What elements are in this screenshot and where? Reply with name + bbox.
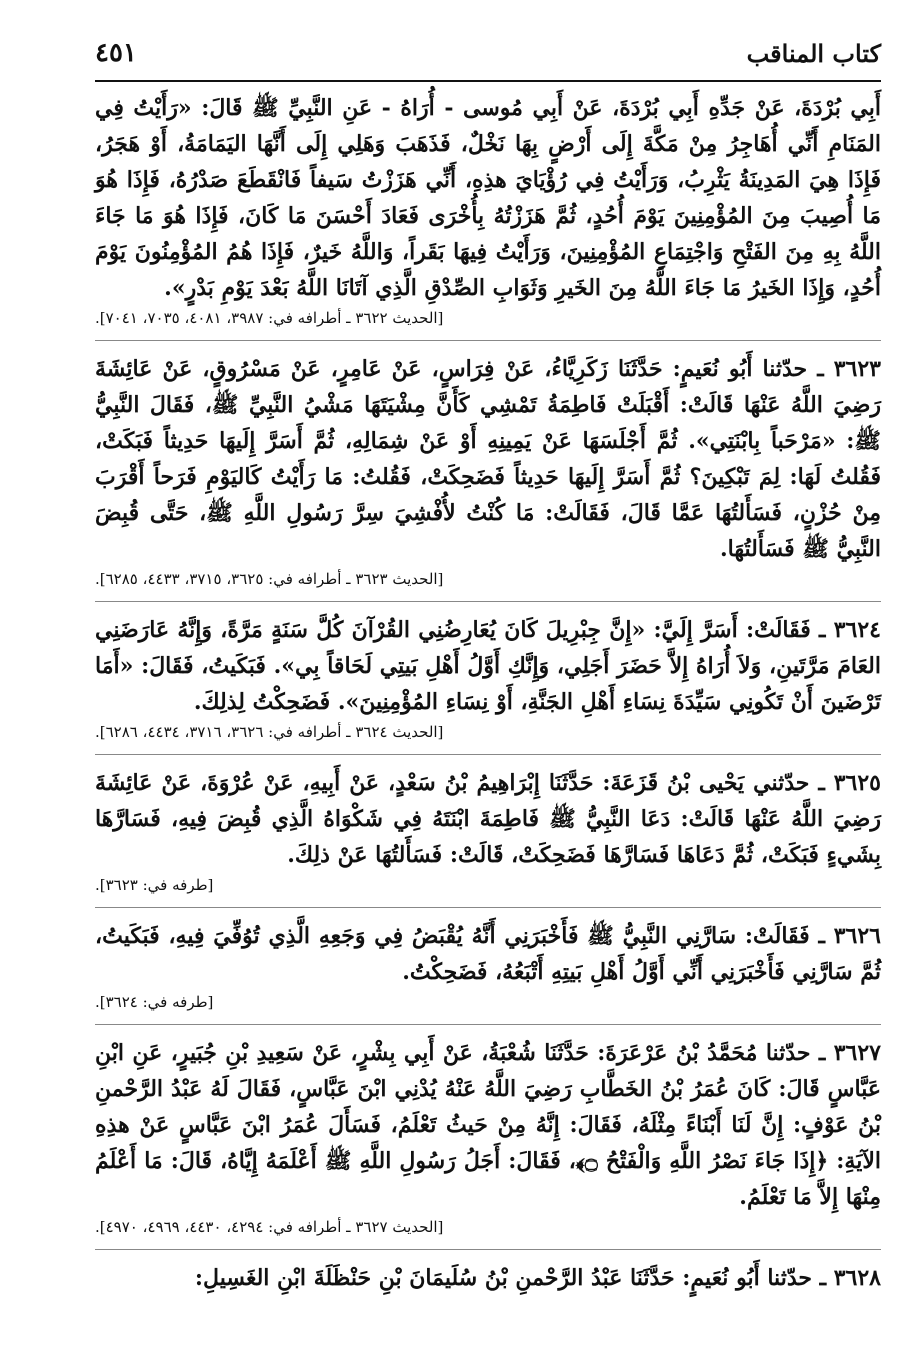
page-header (95, 30, 881, 76)
page-number: ٤٥١ (95, 38, 137, 68)
divider (95, 1024, 881, 1025)
hadith-block (95, 918, 881, 1014)
hadith-text: ٣٦٢٤ ـ فَقَالَتْ: أَسَرَّ إِلَيَّ: «إِنَّ جِبْرِيلَ كَانَ يُعَارِضُنِي القُرْآنَ كُلَّ سَنَةٍ مَرَّةً، وَإِنَّهُ عَارَضَنِي العَامَ مَرَّتَينِ، وَلاَ أُرَاهُ إِلاَّ حَضَرَ أَجَلِي، وَإِنَّكِ أَوَّلُ أَهْلِ بَيتِي لَحَاقاً بِي». فَبَكَيتُ، فَقَالَ: «أَمَا تَرْضَينَ أَنْ تَكُونِي سَيِّدَةَ نِسَاءِ أَهْلِ الجَنَّةِ، أَوْ نِسَاءِ المُؤْمِنِينَ». فَضَحِكْتُ لِذلِكَ. (95, 617, 881, 715)
hadith-text: ٣٦٢٧ ـ حدّثنا مُحَمَّدُ بْنُ عَرْعَرَةَ: حَدَّثَنَا شُعْبَةُ، عَنْ أَبِي بِشْرٍ، عَنْ سَعِيدِ بْنِ جُبَيرٍ، عَنِ ابْنِ عَبَّاسٍ قَالَ: كَانَ عُمَرُ بْنُ الخَطَّابِ رَضِيَ اللَّهُ عَنْهُ يُدْنِي ابْنَ عَبَّاسٍ، فَقَالَ لَهُ عَبْدُ الرَّحْمنِ بْنُ عَوْفٍ: إِنَّ لَنَا أَبْنَاءً مِثْلَهُ، فَقَالَ: إِنَّهُ مِنْ حَيثُ تَعْلَمُ، فَسَأَلَ عُمَرُ ابْنَ عَبَّاسٍ عَنْ هذِهِ الآيَةِ: ﴿إِذَا جَاءَ نَصْرُ اللَّهِ وَالْفَتْحُ ۝﴾، فَقَالَ: أَجَلُ رَسُولِ اللَّهِ ﷺ أَعْلَمَهُ إِيَّاهُ، قَالَ: مَا أَعْلَمُ مِنْهَا إِلاَّ مَا تَعْلَمُ. (95, 1040, 881, 1210)
hadith-block (95, 612, 881, 744)
page-body (95, 90, 881, 1306)
hadith-text: ٣٦٢٦ ـ فَقَالَتْ: سَارَّنِي النَّبِيُّ ﷺ فَأَخْبَرَنِي أَنَّهُ يُقْبَضُ فِي وَجَعِهِ الَّذِي تُوُفِّيَ فِيهِ، فَبَكَيتُ، ثُمَّ سَارَّنِي فَأَخْبَرَنِي أَنِّي أَوَّلُ أَهْلِ بَيتِهِ أَتْبَعُهُ، فَضَحِكْتُ. (95, 923, 881, 985)
hadith-block (95, 1260, 881, 1296)
hadith-reference: [طرفه في: ٣٦٢٣]. (95, 876, 214, 894)
hadith-block (95, 1035, 881, 1239)
hadith-reference: [الحديث ٣٦٢٤ ـ أطرافه في: ٣٦٢٦، ٣٧١٦، ٤٤٣٤، ٦٢٨٦]. (95, 723, 444, 741)
divider (95, 754, 881, 755)
hadith-block (95, 90, 881, 330)
hadith-text: ٣٦٢٥ ـ حدّثني يَحْيى بْنُ قَزَعَةَ: حَدَّثَنَا إِبْرَاهِيمُ بْنُ سَعْدٍ، عَنْ أَبِيهِ، عَنْ عُرْوَةَ، عَنْ عَائِشَةَ رَضِيَ اللَّهُ عَنْهَا قَالَتْ: دَعَا النَّبِيُّ ﷺ فَاطِمَةَ ابْنَتَهُ فِي شَكْوَاهُ الَّذِي قُبِضَ فِيهِ، فَسَارَّهَا بِشَيءٍ فَبَكَتْ، ثُمَّ دَعَاهَا فَسَارَّهَا فَضَحِكَتْ، قَالَتْ: فَسَأَلتُهَا عَنْ ذلِكَ. (95, 770, 881, 868)
hadith-reference: [طرفه في: ٣٦٢٤]. (95, 993, 214, 1011)
hadith-text: أَبِي بُرْدَةَ، عَنْ جَدِّهِ أَبِي بُرْدَةَ، عَنْ أَبِي مُوسى - أُرَاهُ - عَنِ النَّبِيِّ ﷺ قَالَ: «رَأَيْتُ فِي المَنَامِ أَنِّي أُهَاجِرُ مِنْ مَكَّةَ إِلَى أَرْضٍ بِهَا نَخْلٌ، فَذَهَبَ وَهَلِي إِلَى أَنَّهَا اليَمَامَةُ، أَوْ هَجَرُ، فَإِذَا هِيَ المَدِينَةُ يَثْرِبُ، وَرَأَيْتُ فِي رُؤْيَايَ هذِهِ، أَنِّي هَزَزْتُ سَيفاً فَانْقَطَعَ صَدْرُهُ، فَإِذَا هُوَ مَا أُصِيبَ مِنَ المُؤْمِنِينَ يَوْمَ أُحُدٍ، ثُمَّ هَزَزْتُهُ بِأُخْرَى فَعَادَ أَحْسَنَ مَا كَانَ، فَإِذَا هُوَ مَا جَاءَ اللَّهُ بِهِ مِنَ الفَتْحِ وَاجْتِمَاعِ المُؤْمِنِينَ، وَرَأَيْتُ فِيهَا بَقَراً، وَاللَّهُ خَيرٌ، فَإِذَا هُمُ المُؤْمِنُونَ يَوْمَ أُحُدٍ، وَإِذَا الخَيرُ مَا جَاءَ اللَّهُ مِنَ الخَيرِ وَثَوَابِ الصِّدْقِ الَّذِي آتَانَا اللَّهُ بَعْدَ يَوْمِ بَدْرٍ». (95, 95, 881, 301)
divider (95, 601, 881, 602)
hadith-reference: [الحديث ٣٦٢٣ ـ أطرافه في: ٣٦٢٥، ٣٧١٥، ٤٤٣٣، ٦٢٨٥]. (95, 570, 444, 588)
hadith-reference: [الحديث ٣٦٢٢ ـ أطرافه في: ٣٩٨٧، ٤٠٨١، ٧٠٣٥، ٧٠٤١]. (95, 309, 444, 327)
hadith-text: ٣٦٢٣ ـ حدّثنا أَبُو نُعَيمٍ: حَدَّثَنَا زَكَرِيَّاءُ، عَنْ فِرَاسٍ، عَنْ عَامِرٍ، عَنْ مَسْرُوقٍ، عَنْ عَائِشَةَ رَضِيَ اللَّهُ عَنْهَا قَالَتْ: أَقْبَلَتْ فَاطِمَةُ تَمْشِي كَأَنَّ مِشْيَتَهَا مَشْيُ النَّبِيِّ ﷺ، فَقَالَ النَّبِيُّ ﷺ: «مَرْحَباً بِابْنَتِي». ثُمَّ أَجْلَسَهَا عَنْ يَمِينِهِ أَوْ عَنْ شِمَالِهِ، ثُمَّ أَسَرَّ إِلَيهَا حَدِيثاً فَبَكَتْ، فَقُلتُ لَهَا: لِمَ تَبْكِينَ؟ ثُمَّ أَسَرَّ إِلَيهَا حَدِيثاً فَضَحِكَتْ، فَقُلتُ: مَا رَأَيْتُ كَاليَوْمِ فَرَحاً أَقْرَبَ مِنْ حُزْنٍ، فَسَأَلتُهَا عَمَّا قَالَ، فَقَالَتْ: مَا كُنْتُ لأُفْشِيَ سِرَّ رَسُولِ اللَّهِ ﷺ، حَتَّى قُبِضَ النَّبِيُّ ﷺ فَسَأَلتُهَا. (95, 356, 881, 562)
book-title: كتاب المناقب (746, 38, 881, 68)
hadith-text: ٣٦٢٨ ـ حدّثنا أَبُو نُعَيمٍ: حَدَّثَنَا عَبْدُ الرَّحْمنِ بْنُ سُلَيمَانَ بْنِ حَنْظَلَةَ ابْنِ الغَسِيلِ: (194, 1265, 881, 1291)
hadith-block (95, 765, 881, 897)
divider (95, 907, 881, 908)
divider (95, 340, 881, 341)
divider (95, 1249, 881, 1250)
hadith-block (95, 351, 881, 591)
header-rule (95, 80, 881, 82)
hadith-reference: [الحديث ٣٦٢٧ ـ أطرافه في: ٤٢٩٤، ٤٤٣٠، ٤٩٦٩، ٤٩٧٠]. (95, 1218, 444, 1236)
